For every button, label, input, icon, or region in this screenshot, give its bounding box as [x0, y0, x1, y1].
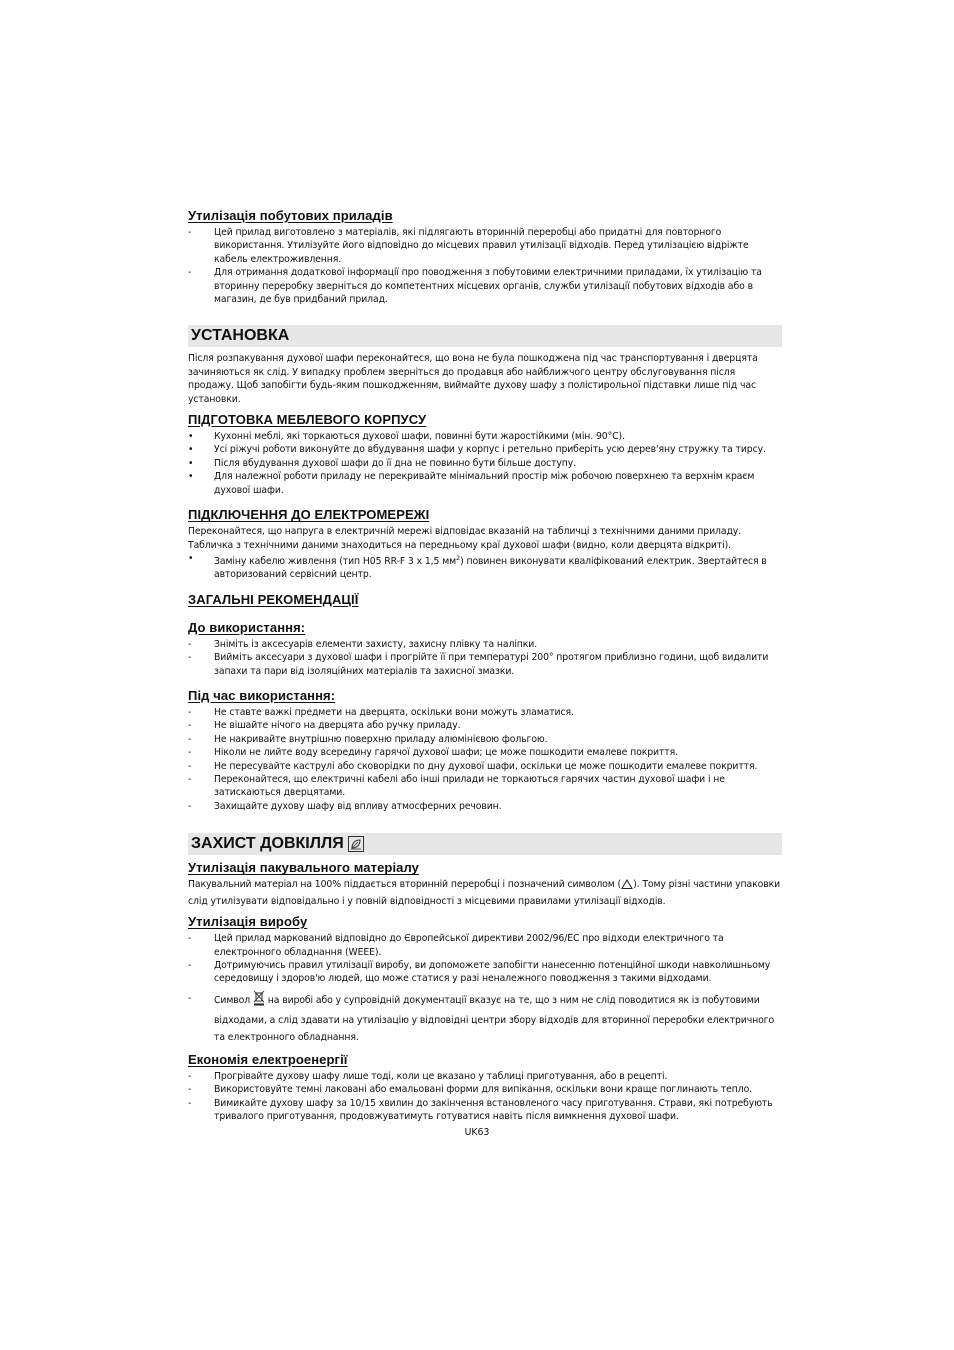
section-bar-environment: ЗАХИСТ ДОВКІЛЛЯ	[188, 833, 782, 855]
list-item: - Не ставте важкі предмети на дверцята, оскільки вони можуть зламатися.	[188, 707, 574, 719]
dash-marker: -	[188, 747, 192, 759]
list-item: - Переконайтеся, що електричні кабелі або інші прилади не торкаються гарячих частин духової шафи і не затискаються дверцятами.	[188, 774, 725, 799]
list-item: - Дотримуючись правил утилізації виробу, ви допоможете запобігти нанесенню потенційної шкоди навколишньому середовищу і здоров'ю людей, що може статися у разі неналежного поводження з такими відходами.	[188, 959, 771, 985]
dash-marker: -	[188, 959, 192, 971]
dash-marker: -	[188, 774, 192, 786]
product-disposal-list	[188, 932, 782, 1046]
section-title-packaging: Утилізація пакувального матеріалу	[188, 860, 420, 876]
document-body	[188, 208, 782, 1123]
list-item: - Прогрівайте духову шафу лише тоді, коли це вказано у таблиці приготування, або в рецепті.	[188, 1070, 668, 1082]
list-item: - Не пересувайте каструлі або сковорідки по дну духової шафи, оскільки це може пошкодити емалеве покриття.	[188, 760, 758, 772]
section-title-furniture: ПІДГОТОВКА МЕБЛЕВОГО КОРПУСУ	[188, 412, 427, 428]
list-item: • Заміну кабелю живлення (тип H05 RR-F 3 x 1,5 $мм^2$) повинен виконувати кваліфікований електрик. Звертайтеся в авторизований сервісний центр.	[188, 552, 767, 581]
list-item: • Для належної роботи приладу не перекривайте мінімальний простір між робочою поверхнею та верхнім краєм духової шафи.	[188, 471, 755, 496]
dash-marker: -	[188, 933, 192, 945]
list-item: - Не накривайте внутрішню поверхню приладу алюмінієвою фольгою.	[188, 733, 548, 745]
eco-leaf-icon	[348, 836, 364, 852]
dash-marker: -	[188, 652, 192, 664]
list-item: - Захищайте духову шафу від впливу атмосферних речовин.	[188, 800, 502, 812]
dash-marker: -	[188, 1097, 192, 1109]
installation-intro: Після розпакування духової шафи переконайтеся, що вона не була пошкоджена під час транспортування і дверцята зачиняються як слід. У випадку проблем зверніться до продавця або найближчого центру обслуговування після продажу. Щоб запобігти будь-яким пошкодженням, виймайте духову шафу з полістирольної підставки лише під час установки.	[188, 353, 758, 405]
bullet-marker: •	[188, 431, 194, 443]
during-use-list	[188, 706, 782, 813]
section-bar-installation: УСТАНОВКА	[188, 325, 782, 347]
dash-marker: -	[188, 638, 192, 650]
electrical-intro: Переконайтеся, що напруга в електричній мережі відповідає вказаній на табличці з технічними даними приладу. Табличка з технічними даними знаходиться на передньому краї духової шафи (видно, коли дверцята відкриті).	[188, 526, 742, 551]
section-title-disposal-appliances: Утилізація побутових приладів	[188, 208, 393, 223]
section-title-product-disposal: Утилізація виробу	[188, 914, 308, 930]
furniture-list	[188, 430, 782, 497]
dash-marker: -	[188, 992, 192, 1004]
list-item: • Кухонні меблі, які торкаються духової шафи, повинні бути жаростійкими (мін. 90°C).	[188, 431, 625, 443]
crossed-bin-icon	[253, 990, 265, 1012]
dash-marker: -	[188, 800, 192, 812]
list-item: - Не вішайте нічого на дверцята або ручку приладу.	[188, 720, 461, 732]
recycle-icon	[621, 879, 633, 894]
list-item: • Усі ріжучі роботи виконуйте до вбудування шафи у корпус і ретельно приберіть усю дерев'яну стружку та тирсу.	[188, 444, 766, 456]
list-item: - Вийміть аксесуари з духової шафи і прогрійте її при температурі 200° протягом приблизно години, щоб видалити запахи та пари від ізоляційних матеріалів та захисної змазки.	[188, 652, 769, 677]
list-item: - Вимикайте духову шафу за 10/15 хвилин до закінчення встановленого часу приготування. Страви, які потребують тривалого приготування, продовжуватимуть готуватися навіть після вимкнення духової шафи.	[188, 1097, 773, 1122]
dash-marker: -	[188, 733, 192, 745]
before-use-list	[188, 638, 782, 678]
section-title-general: ЗАГАЛЬНІ РЕКОМЕНДАЦІЇ	[188, 591, 359, 607]
energy-list	[188, 1070, 782, 1124]
list-item: - Цей прилад маркований відповідно до Європейської директиви 2002/96/EC про відходи електричного та електронного обладнання (WEEE).	[188, 933, 724, 958]
list-item: - Для отримання додаткової інформації про поводження з побутовими електричними приладами, їх утилізацію та вторинну переробку зверніться до компетентних місцевих органів, служби утилізації побутових відходів або в магазин, де був придбаний прилад.	[188, 267, 762, 306]
list-item: - Цей прилад виготовлено з матеріалів, які підлягають вторинній переробці або придатні для повторного використання. Утилізуйте його відповідно до місцевих правил утилізації відходів. Перед утилізацією відріжте кабель електроживлення.	[188, 227, 749, 265]
packaging-text: Пакувальний матеріал на 100% піддається вторинній переробці і позначений символом ( ). Тому різні частини упаковки слід утилізувати відповідально і у повній відповідності з місцевими правилами утилізації відходів.	[188, 879, 781, 907]
dash-marker: -	[188, 1070, 192, 1082]
list-item: - Використовуйте темні лаковані або емальовані форми для випікання, оскільки вони краще поглинають тепло.	[188, 1084, 753, 1096]
list-item: - Зніміть із аксесуарів елементи захисту, захисну плівку та наліпки.	[188, 638, 538, 650]
page-number: UK63	[464, 1127, 490, 1138]
dash-marker: -	[188, 707, 192, 719]
dash-marker: -	[188, 1084, 192, 1096]
bullet-marker: •	[188, 471, 194, 483]
bullet-marker: •	[188, 552, 194, 564]
list-item: - Символ на виробі або у супровідній документації вказує на те, що з ним не слід поводитися як із побутовими відходами, а слід здавати на утилізацію у відповідні центри збору відходів для вторинної переробки електричного та електронного обладнання.	[188, 990, 782, 1046]
dash-marker: -	[188, 760, 192, 772]
disposal-appliances-list	[188, 226, 782, 306]
section-title-during-use: Під час використання:	[188, 688, 336, 704]
list-item: • Після вбудування духової шафи до її дна не повинно бути більше доступу.	[188, 457, 577, 469]
section-title-energy: Економія електроенергії	[188, 1051, 348, 1067]
list-item: - Ніколи не лийте воду всередину гарячої духової шафи; це може пошкодити емалеве покриття.	[188, 747, 678, 759]
electrical-list	[188, 552, 782, 582]
bullet-marker: •	[188, 444, 194, 456]
dash-marker: -	[188, 267, 192, 279]
section-title-electrical: ПІДКЛЮЧЕННЯ ДО ЕЛЕКТРОМЕРЕЖІ	[188, 507, 430, 523]
dash-marker: -	[188, 227, 192, 238]
dash-marker: -	[188, 720, 192, 732]
bullet-marker: •	[188, 457, 194, 469]
section-title-before-use: До використання:	[188, 619, 306, 635]
